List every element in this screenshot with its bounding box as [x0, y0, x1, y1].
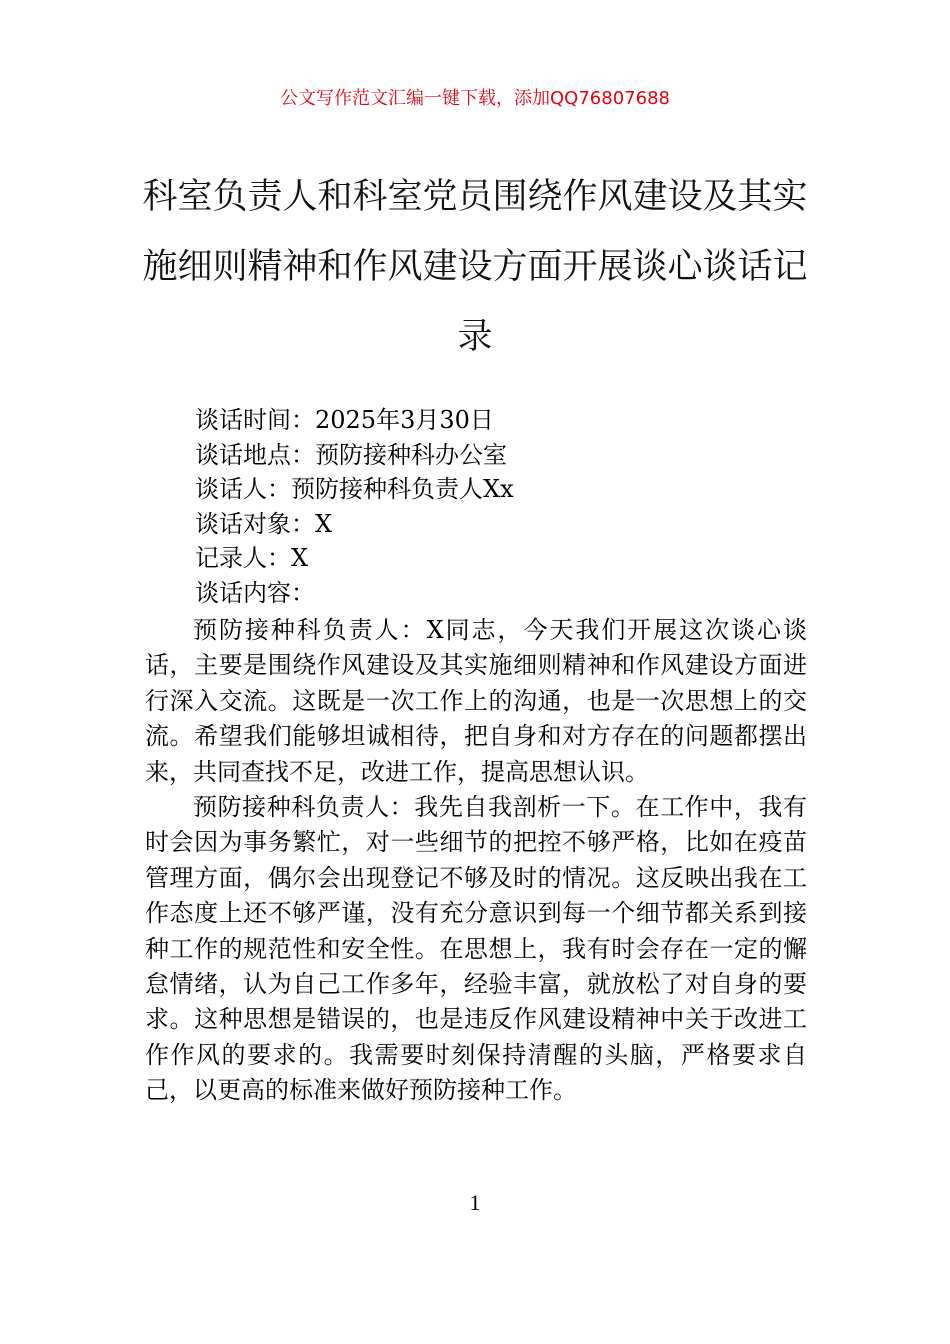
- content-label: 谈话内容：: [195, 578, 315, 607]
- meeting-time: 谈话时间：2025年3月30日: [195, 406, 494, 434]
- meeting-speaker: 谈话人：预防接种科负责人Xx: [195, 475, 514, 503]
- paragraph: 预防接种科负责人：X同志，今天我们开展这次谈心谈话，主要是围绕作风建设及其实施细则精神和作风建设方面进行深入交流。这既是一次工作上的沟通，也是一次思想上的交流。希望我们能够坦诚相待，把自身和对方存在的问题都摆出来，共同查找不足，改进工作，提高思想认识。: [145, 616, 807, 786]
- document-title: 科室负责人和科室党员围绕作风建设及其实施细则精神和作风建设方面开展谈心谈话记录: [142, 177, 808, 357]
- download-banner: 公文写作范文汇编一键下载，添加QQ76807688: [280, 88, 670, 109]
- meeting-place: 谈话地点：预防接种科办公室: [195, 440, 507, 469]
- page-number: 1: [469, 1190, 481, 1215]
- paragraph: 预防接种科负责人：我先自我剖析一下。在工作中，我有时会因为事务繁忙，对一些细节的把控不够严格，比如在疫苗管理方面，偶尔会出现登记不够及时的情况。这反映出我在工作态度上还不够严谨，没有充分意识到每一个细节都关系到接种工作的规范性和安全性。在思想上，我有时会存在一定的懈怠情绪，认为自己工作多年，经验丰富，就放松了对自身的要求。这种思想是错误的，也是违反作风建设精神中关于改进工作作风的要求的。我需要时刻保持清醒的头脑，严格要求自己，以更高的标准来做好预防接种工作。: [145, 793, 807, 1105]
- meeting-recorder: 记录人：X: [195, 544, 309, 572]
- meeting-target: 谈话对象：X: [195, 509, 333, 538]
- document-body: [145, 613, 807, 1109]
- meeting-info: [195, 403, 815, 610]
